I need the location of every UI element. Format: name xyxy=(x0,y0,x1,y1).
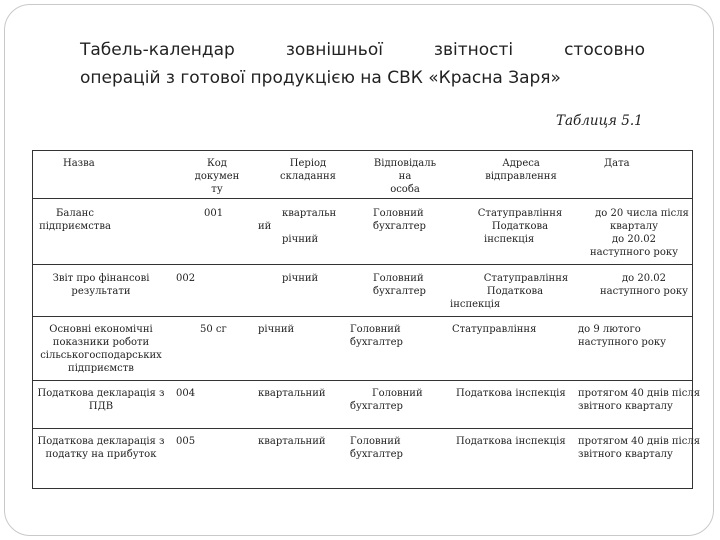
table-row-1-code: 001 xyxy=(204,208,224,219)
header-address xyxy=(476,157,566,183)
cell-line: наступного року xyxy=(578,337,666,348)
table-row-2-date xyxy=(592,272,696,298)
cell-line: бухгалтер xyxy=(373,221,426,232)
table-row-1-address xyxy=(470,207,570,246)
title-line-2: операцій з готової продукцією на СВК «Красна Заря» xyxy=(80,68,561,88)
cell-line: Податкова xyxy=(491,221,549,232)
cell-line: Баланс xyxy=(56,208,94,219)
table-row-5-responsible xyxy=(350,435,403,461)
table-row-4-period: квартальний xyxy=(258,388,326,399)
header-code-line: ту xyxy=(211,184,223,195)
cell-line: Головний xyxy=(373,273,424,284)
header-name: Назва xyxy=(63,158,95,169)
table-row-5-period: квартальний xyxy=(258,436,326,447)
table-row-3-responsible xyxy=(350,323,403,349)
header-period-line: складання xyxy=(280,171,336,182)
table-row-1-date xyxy=(576,207,692,259)
cell-line: Податкова декларація з xyxy=(37,388,165,399)
row-divider xyxy=(32,428,693,429)
row-divider xyxy=(32,380,693,381)
header-addr-line: відправлення xyxy=(485,171,557,182)
cell-line: бухгалтер xyxy=(350,401,403,412)
table-row-5-date xyxy=(578,435,700,461)
cell-line: бухгалтер xyxy=(350,449,403,460)
header-period-line: Період xyxy=(289,158,327,169)
row-divider xyxy=(32,264,693,265)
cell-line: квартальн xyxy=(282,208,337,219)
document-title xyxy=(80,36,645,92)
header-addr-line: Адреса xyxy=(502,158,540,169)
cell-line: Звіт про фінансові xyxy=(52,273,150,284)
header-code xyxy=(192,157,242,196)
cell-line: Головний xyxy=(372,388,423,399)
cell-line: результати xyxy=(71,286,131,297)
cell-line: річний xyxy=(282,234,319,245)
cell-line: ПДВ xyxy=(88,401,114,412)
table-row-2-period: річний xyxy=(282,273,319,284)
table-row-1-responsible xyxy=(373,207,426,233)
cell-line: до 9 лютого xyxy=(578,324,641,335)
cell-line: звітного кварталу xyxy=(578,401,673,412)
cell-line: Головний xyxy=(350,324,401,335)
table-row-5-code: 005 xyxy=(176,436,196,447)
table-row-1-name xyxy=(35,207,115,233)
cell-line: сільськогосподарських xyxy=(40,350,162,361)
table-row-3-code: 50 сг xyxy=(200,324,227,335)
cell-line: до 20 числа після xyxy=(595,208,689,219)
cell-line: Основні економічні xyxy=(49,324,153,335)
cell-line: протягом 40 днів після xyxy=(578,436,701,447)
header-code-line: докумен xyxy=(194,171,240,182)
table-row-4-date xyxy=(578,387,700,413)
row-divider xyxy=(32,316,693,317)
header-responsible xyxy=(370,157,440,196)
table-row-3-name xyxy=(33,323,169,375)
row-divider xyxy=(32,198,693,199)
header-period xyxy=(276,157,340,183)
cell-line: підприємства xyxy=(39,221,111,232)
cell-line: кварталу xyxy=(610,221,658,232)
cell-line: податку на прибуток xyxy=(45,449,157,460)
cell-line: показники роботи xyxy=(52,337,150,348)
table-row-2-address xyxy=(450,272,580,311)
table-row-4-address: Податкова інспекція xyxy=(456,388,566,399)
table-row-2-name xyxy=(36,272,166,298)
table-row-5-address: Податкова інспекція xyxy=(456,436,566,447)
title-line-1: Табель-календар зовнішньої звітності стосовно xyxy=(80,40,645,60)
table-row-4-code: 004 xyxy=(176,388,196,399)
header-resp-line: на xyxy=(398,171,412,182)
cell-line: Головний xyxy=(373,208,424,219)
cell-line: до 20.02 xyxy=(612,234,656,245)
cell-line: бухгалтер xyxy=(373,286,426,297)
header-code-line: Код xyxy=(207,158,227,169)
table-row-3-date xyxy=(578,323,666,349)
cell-line: наступного року xyxy=(600,286,688,297)
cell-line: до 20.02 xyxy=(622,273,666,284)
table-row-5-name xyxy=(33,435,169,461)
table-caption: Таблиця 5.1 xyxy=(556,113,643,129)
cell-line: Податкова декларація з xyxy=(37,436,165,447)
cell-line: підприємств xyxy=(68,363,134,374)
table-row-4-responsible xyxy=(350,387,423,413)
header-resp-line: Відповідаль xyxy=(373,158,437,169)
cell-line: інспекція xyxy=(450,299,501,310)
table-row-4-name xyxy=(33,387,169,413)
header-date: Дата xyxy=(604,158,630,169)
cell-line: протягом 40 днів після xyxy=(578,388,701,399)
table-row-3-address: Статуправління xyxy=(452,324,537,335)
table-row-1-period xyxy=(258,207,338,246)
cell-line: інспекція xyxy=(484,234,535,245)
cell-line: ий xyxy=(258,221,272,232)
cell-line: Головний xyxy=(350,436,401,447)
header-resp-line: особа xyxy=(390,184,420,195)
table-row-2-code: 002 xyxy=(176,273,196,284)
cell-line: звітного кварталу xyxy=(578,449,673,460)
cell-line: Податкова xyxy=(486,286,544,297)
cell-line: Статуправління xyxy=(483,273,569,284)
table-row-3-period: річний xyxy=(258,324,295,335)
cell-line: бухгалтер xyxy=(350,337,403,348)
cell-line: наступного року xyxy=(590,247,678,258)
table-row-2-responsible xyxy=(373,272,426,298)
cell-line: Статуправління xyxy=(477,208,563,219)
